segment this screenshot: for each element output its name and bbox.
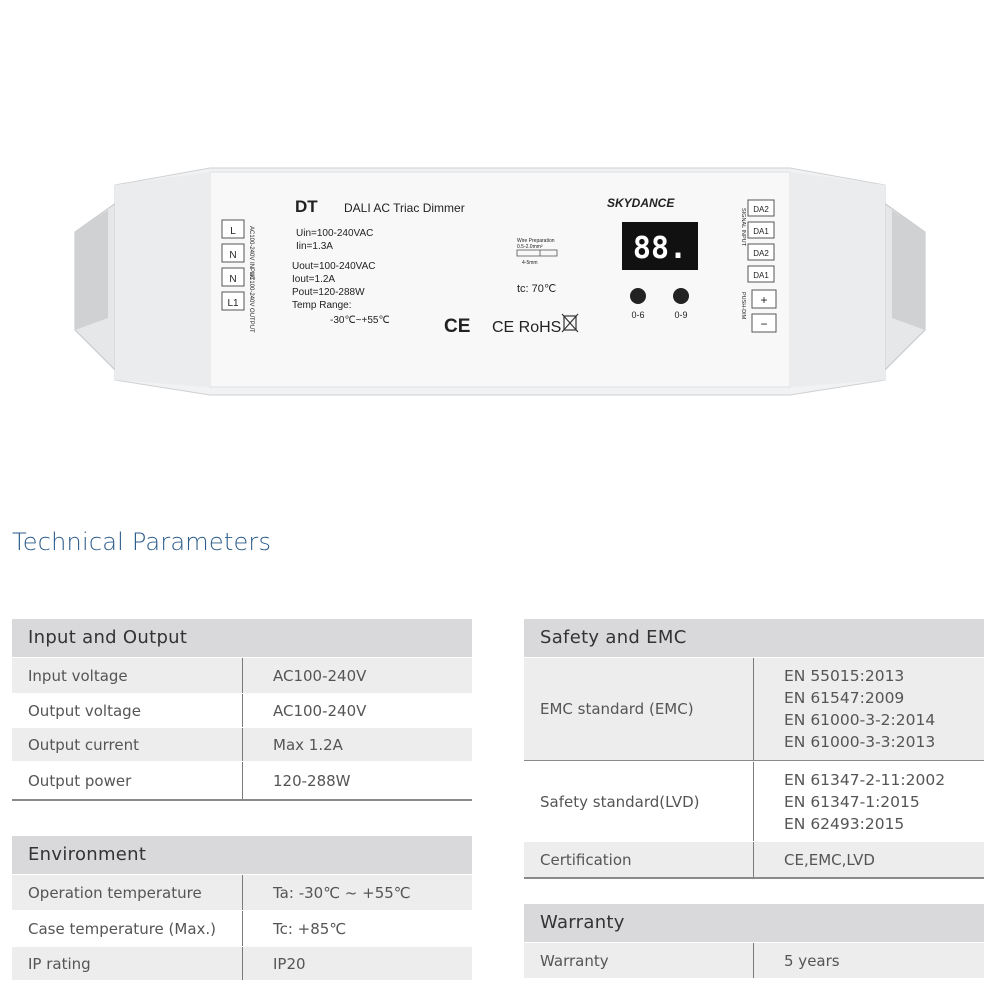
certification-value: CE,EMC,LVD bbox=[784, 850, 875, 869]
row-label: IP rating bbox=[12, 947, 243, 980]
row-value: Tc: +85℃ bbox=[273, 919, 347, 938]
emc-value: EN 61547:2009 bbox=[784, 689, 905, 707]
table-row-certification bbox=[524, 841, 984, 877]
input-label: AC100-240V INPUT bbox=[248, 226, 254, 281]
table-row-emc bbox=[524, 657, 984, 761]
cert-marks: CE RoHS bbox=[492, 319, 562, 336]
row-label: Output current bbox=[12, 728, 243, 761]
emc-value: EN 61000-3-3:2013 bbox=[784, 733, 936, 751]
terminal-da1-a: DA1 bbox=[753, 227, 769, 236]
lvd-value: EN 61347-2-11:2002 bbox=[784, 770, 946, 789]
emc-values bbox=[754, 658, 935, 760]
warranty-table bbox=[524, 904, 984, 978]
button-0-9[interactable] bbox=[673, 288, 689, 304]
row-value: Max 1.2A bbox=[273, 735, 343, 754]
row-value: IP20 bbox=[273, 954, 306, 973]
table-row bbox=[12, 727, 472, 761]
table-bottom-line bbox=[12, 799, 472, 801]
row-value: Ta: -30℃ ~ +55℃ bbox=[273, 883, 411, 902]
terminal-l1: L1 bbox=[227, 298, 239, 309]
emc-value: EN 61000-3-2:2014 bbox=[784, 711, 936, 729]
button-0-6[interactable] bbox=[630, 288, 646, 304]
lvd-value: EN 62493:2015 bbox=[784, 814, 905, 833]
row-label: Input voltage bbox=[12, 658, 243, 693]
terminal-n-out: N bbox=[229, 274, 237, 285]
table-row bbox=[12, 693, 472, 727]
safety-emc-table bbox=[524, 619, 984, 879]
warranty-label: Warranty bbox=[524, 943, 754, 978]
row-value: 120-288W bbox=[273, 771, 351, 790]
table-row-warranty bbox=[524, 942, 984, 978]
output-label: AC100-240V OUTPUT bbox=[248, 272, 254, 333]
spec-temp-label: Temp Range: bbox=[292, 300, 352, 311]
terminal-minus: − bbox=[760, 317, 768, 331]
device-illustration bbox=[0, 0, 1000, 470]
emc-value: EN 55015:2013 bbox=[784, 667, 905, 685]
table-row bbox=[12, 874, 472, 910]
table-row bbox=[12, 657, 472, 693]
terminal-da2-b: DA2 bbox=[753, 249, 769, 258]
spec-uout: Uout=100-240VAC bbox=[292, 261, 376, 272]
led-display-digits: 88. bbox=[632, 231, 688, 266]
device-title: DALI AC Triac Dimmer bbox=[344, 201, 465, 215]
spec-temp-range: -30℃~+55℃ bbox=[330, 315, 390, 326]
lvd-value: EN 61347-1:2015 bbox=[784, 792, 920, 811]
row-value: AC100-240V bbox=[273, 701, 367, 720]
table-row bbox=[12, 946, 472, 980]
emc-label: EMC standard (EMC) bbox=[524, 658, 754, 760]
svg-text:Wire Preparation: Wire Preparation bbox=[517, 238, 555, 244]
warranty-header: Warranty bbox=[524, 904, 984, 942]
terminal-da2-a: DA2 bbox=[753, 205, 769, 214]
input-output-table bbox=[12, 619, 472, 801]
button-0-6-label: 0-6 bbox=[631, 310, 645, 320]
terminal-n-in: N bbox=[229, 250, 237, 261]
lvd-label: Safety standard(LVD) bbox=[524, 762, 754, 841]
table-row bbox=[12, 910, 472, 946]
brand-logo: SKYDANCE bbox=[607, 196, 675, 210]
terminal-da1-b: DA1 bbox=[753, 271, 769, 280]
button-0-9-label: 0-9 bbox=[674, 310, 688, 320]
spec-iin: Iin=1.3A bbox=[296, 241, 333, 252]
spec-uin: Uin=100-240VAC bbox=[296, 228, 374, 239]
svg-text:4-5mm: 4-5mm bbox=[522, 260, 538, 266]
table-row bbox=[12, 761, 472, 799]
warranty-value: 5 years bbox=[784, 951, 840, 970]
device-model: DT bbox=[295, 197, 318, 216]
terminal-l: L bbox=[230, 226, 236, 237]
row-label: Output power bbox=[12, 762, 243, 799]
table-bottom-line bbox=[524, 877, 984, 879]
push-dim-label: PUSH-DIM bbox=[740, 292, 746, 320]
svg-text:0.5-2.0mm²: 0.5-2.0mm² bbox=[517, 244, 543, 250]
row-label: Output voltage bbox=[12, 694, 243, 727]
safety-emc-header: Safety and EMC bbox=[524, 619, 984, 657]
spec-pout: Pout=120-288W bbox=[292, 287, 365, 298]
table-row-lvd bbox=[524, 761, 984, 841]
certification-label: Certification bbox=[524, 842, 754, 877]
lvd-values bbox=[754, 762, 945, 841]
spec-iout: Iout=1.2A bbox=[292, 274, 336, 285]
section-heading: Technical Parameters bbox=[12, 528, 272, 556]
row-label: Case temperature (Max.) bbox=[12, 911, 243, 946]
signal-input-label: SIGNAL INPUT bbox=[740, 208, 746, 246]
input-output-header: Input and Output bbox=[12, 619, 472, 657]
ce-mark: CE bbox=[444, 316, 471, 337]
row-value: AC100-240V bbox=[273, 666, 367, 685]
terminal-plus: + bbox=[760, 293, 768, 307]
environment-header: Environment bbox=[12, 836, 472, 874]
tc-rating: tc: 70℃ bbox=[517, 283, 557, 295]
row-label: Operation temperature bbox=[12, 875, 243, 910]
environment-table bbox=[12, 836, 472, 980]
